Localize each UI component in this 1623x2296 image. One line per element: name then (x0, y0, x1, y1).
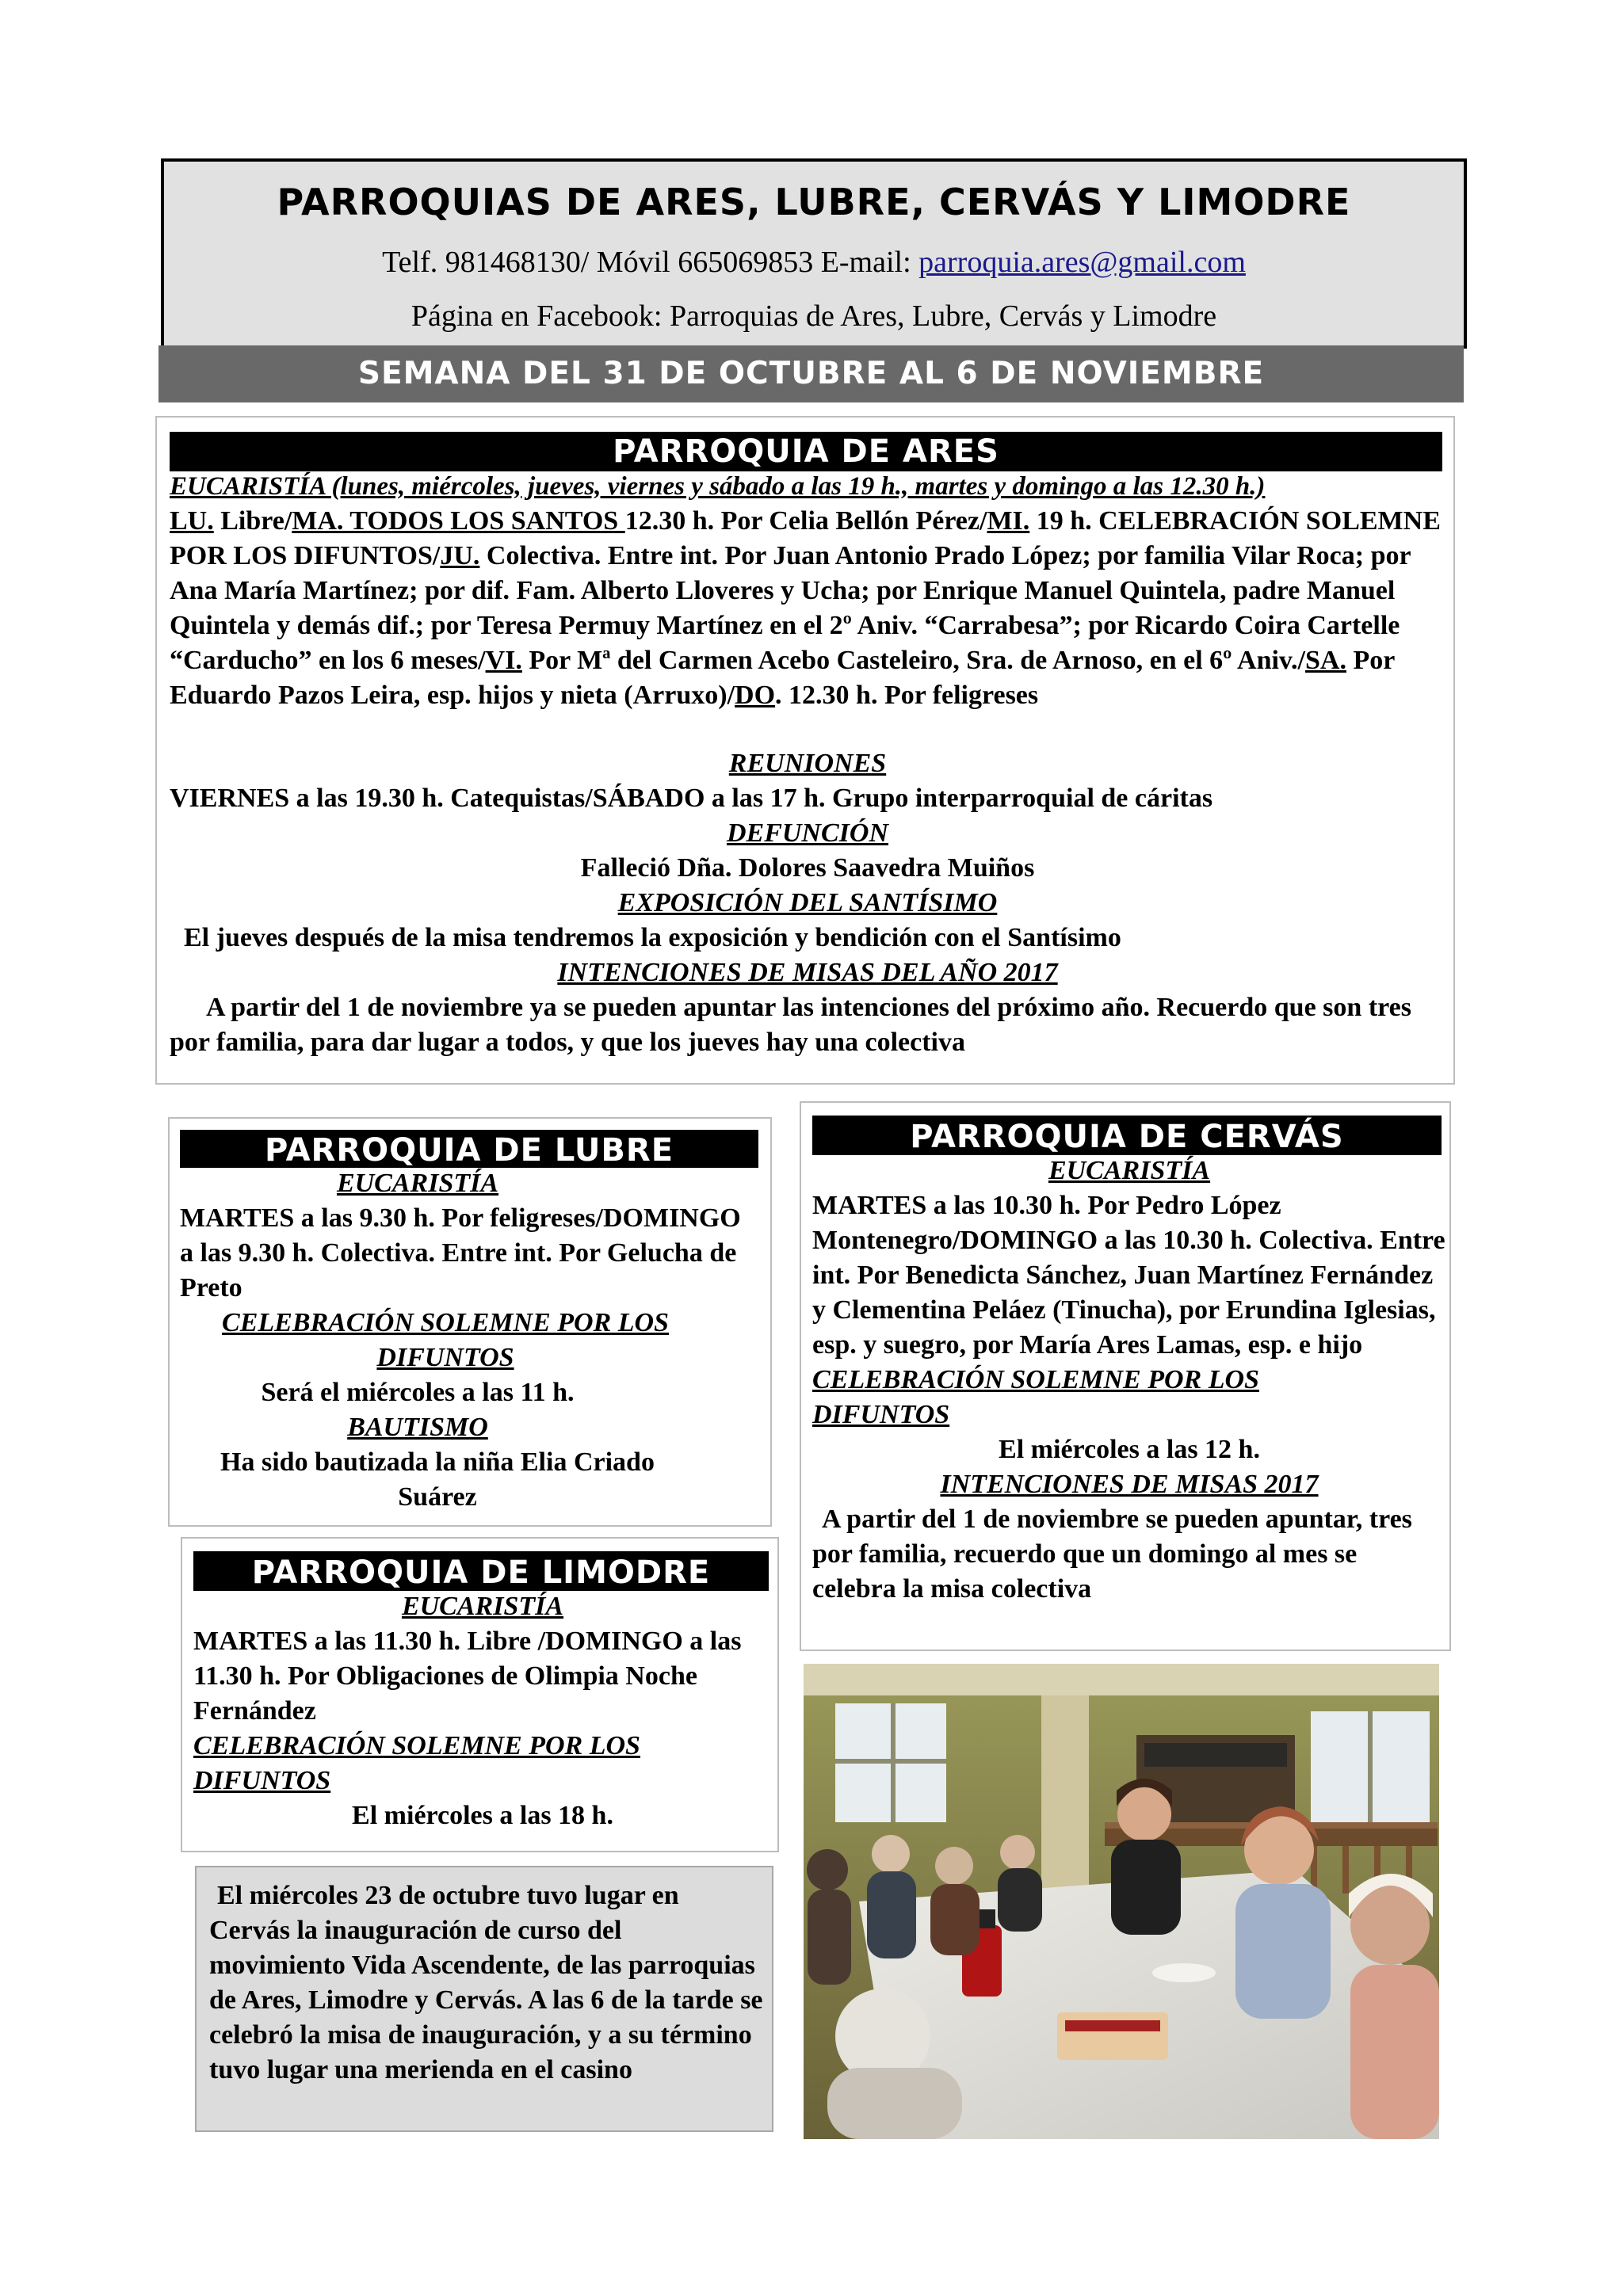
eucaristia-text: MARTES a las 10.30 h. Por Pedro López Montenegro/DOMINGO a las 10.30 h. Colectiva. Entre int. Por Benedicta Sánchez, Juan Martínez Fernández y Clementina Peláez (Tinucha), por Erundina Iglesias, esp. y suegro, por María Ares Lamas, esp. e hijo (812, 1191, 1445, 1360)
email-link[interactable]: parroquia.ares@gmail.com (918, 246, 1246, 279)
eucaristia-heading: EUCARISTÍA (336, 1169, 499, 1198)
page-title: PARROQUIAS DE ARES, LUBRE, CERVÁS Y LIMODRE (277, 181, 1351, 223)
ares-schedule (170, 504, 1449, 713)
section-title-cervas: PARROQUIA DE CERVÁS (812, 1116, 1442, 1155)
intenciones-text: A partir del 1 de noviembre ya se pueden apuntar las intenciones del próximo año. Recuerdo que son tres por familia, para dar lugar a todos, y que los jueves hay una colectiva (170, 993, 1411, 1057)
event-photo (804, 1664, 1439, 2139)
intenciones-heading: INTENCIONES DE MISAS 2017 (940, 1470, 1319, 1499)
intenciones-text: A partir del 1 de noviembre se pueden apuntar, tres por familia, recuerdo que un domingo al mes se celebra la misa colectiva (812, 1505, 1412, 1604)
schedule-vi: Por Mª del Carmen Acebo Casteleiro, Sra. de Arnoso, en el 6º Aniv./ (521, 646, 1306, 675)
celebracion-text: El miércoles a las 12 h. (999, 1435, 1260, 1464)
note-text: El miércoles 23 de octubre tuvo lugar en Cervás la inauguración de curso del movimiento Vida Ascendente, de las parroquias de Ares, Limodre y Cervás. A las 6 de la tarde se celebró la misa de inauguración, y a su término tuvo lugar una merienda en el casino (209, 1881, 763, 2084)
celebracion-heading: CELEBRACIÓN SOLEMNE POR LOS DIFUNTOS (222, 1308, 669, 1372)
day-mi: MI. (987, 506, 1030, 536)
week-banner: SEMANA DEL 31 DE OCTUBRE AL 6 DE NOVIEMBRE (158, 345, 1464, 402)
schedule-ma: 12.30 h. Por Celia Bellón Pérez/ (624, 506, 987, 536)
section-cervas (800, 1101, 1451, 1651)
section-limodre (181, 1537, 779, 1852)
header-contact (164, 245, 1464, 280)
photo-illustration (804, 1664, 1439, 2139)
ares-eucaristia-heading: EUCARISTÍA (lunes, miércoles, jueves, viernes y sábado a las 19 h., martes y domingo a las 12.30 h.) (170, 472, 1266, 501)
section-title-ares: PARROQUIA DE ARES (170, 432, 1442, 471)
celebracion-heading: CELEBRACIÓN SOLEMNE POR LOS DIFUNTOS (193, 1731, 640, 1795)
day-ju: JU. (440, 541, 480, 570)
schedule-sa: Por Eduardo Pazos Leira, esp. hijos y nieta (Arruxo)/ (170, 646, 1395, 710)
defuncion-text: Falleció Dña. Dolores Saavedra Muiños (580, 853, 1035, 883)
bautismo-text: Ha sido bautizada la niña Elia Criado Suárez (220, 1447, 655, 1512)
limodre-content (193, 1589, 772, 1833)
cervas-content (812, 1154, 1446, 1607)
header-box (161, 158, 1467, 349)
eucaristia-heading: EUCARISTÍA (1048, 1156, 1211, 1185)
eucaristia-heading: EUCARISTÍA (401, 1592, 564, 1621)
bautismo-heading: BAUTISMO (347, 1413, 488, 1442)
lubre-content (180, 1166, 766, 1515)
day-ma: MA. TODOS LOS SANTOS (292, 506, 625, 536)
ares-notices (170, 746, 1445, 1060)
section-lubre (168, 1117, 772, 1527)
reuniones-text: VIERNES a las 19.30 h. Catequistas/SÁBADO a las 17 h. Grupo interparroquial de cáritas (170, 784, 1213, 813)
day-lu: LU. (170, 506, 214, 536)
eucaristia-text: MARTES a las 9.30 h. Por feligreses/DOMINGO a las 9.30 h. Colectiva. Entre int. Por Gelucha de Preto (180, 1203, 741, 1302)
contact-phones: Telf. 981468130/ Móvil 665069853 E-mail: (382, 246, 919, 279)
schedule-do: . 12.30 h. Por feligreses (775, 681, 1039, 710)
note-box (195, 1866, 773, 2132)
eucaristia-text: MARTES a las 11.30 h. Libre /DOMINGO a las 11.30 h. Por Obligaciones de Olimpia Noche Fernández (193, 1627, 742, 1726)
celebracion-text: Será el miércoles a las 11 h. (261, 1378, 575, 1407)
schedule-mi: 19 h. CELEBRACIÓN SOLEMNE POR LOS DIFUNTOS/ (170, 506, 1441, 570)
day-do: DO (735, 681, 776, 710)
reuniones-heading: REUNIONES (728, 749, 887, 778)
exposicion-text: El jueves después de la misa tendremos la exposición y bendición con el Santísimo (184, 923, 1121, 952)
schedule-lu: Libre/ (213, 506, 292, 536)
celebracion-heading: CELEBRACIÓN SOLEMNE POR LOS DIFUNTOS (812, 1365, 1259, 1429)
day-sa: SA. (1305, 646, 1346, 675)
schedule-ju: Colectiva. Entre int. Por Juan Antonio Prado López; por familia Vilar Roca; por Ana María Martínez; por dif. Fam. Alberto Lloveres y Ucha; por Enrique Manuel Quintela, padre Manuel Quintela y demás dif.; por Teresa Permuy Martínez en el 2º Aniv. “Carrabesa”; por Ricardo Coira Cartelle “Carducho” en los 6 meses/ (170, 541, 1411, 675)
section-ares (155, 416, 1455, 1085)
exposicion-heading: EXPOSICIÓN DEL SANTÍSIMO (617, 888, 998, 917)
defuncion-heading: DEFUNCIÓN (726, 818, 889, 848)
section-title-lubre: PARROQUIA DE LUBRE (180, 1130, 758, 1168)
intenciones-heading: INTENCIONES DE MISAS DEL AÑO 2017 (557, 958, 1058, 987)
header-facebook: Página en Facebook: Parroquias de Ares, Lubre, Cervás y Limodre (411, 299, 1217, 333)
celebracion-text: El miércoles a las 18 h. (352, 1801, 613, 1830)
day-vi: VI. (485, 646, 522, 675)
section-title-limodre: PARROQUIA DE LIMODRE (193, 1551, 769, 1591)
